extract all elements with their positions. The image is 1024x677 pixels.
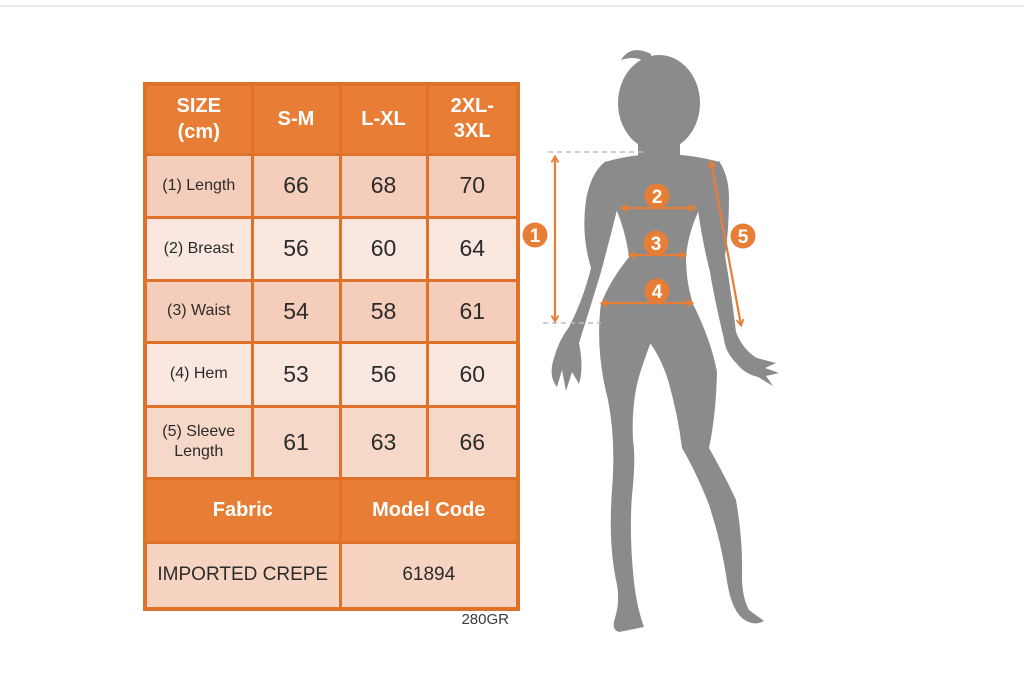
size-value: 66 xyxy=(427,406,518,478)
size-value: 63 xyxy=(340,406,427,478)
header-l-xl: L-XL xyxy=(340,84,427,154)
size-value: 64 xyxy=(427,217,518,280)
size-value: 54 xyxy=(252,280,340,342)
size-value: 58 xyxy=(340,280,427,342)
table-row-hem xyxy=(145,342,518,406)
row-label: (5) Sleeve Length xyxy=(145,406,252,478)
marker-1 xyxy=(523,223,548,248)
model-code-value-cell: 61894 xyxy=(340,542,518,609)
fabric-header-cell: Fabric xyxy=(145,478,340,542)
marker-4 xyxy=(645,279,670,304)
size-value: 68 xyxy=(340,154,427,217)
table-row-sleeve-length xyxy=(145,406,518,478)
row-label: (2) Breast xyxy=(145,217,252,280)
size-value: 53 xyxy=(252,342,340,406)
marker-2 xyxy=(645,184,670,209)
size-value: 66 xyxy=(252,154,340,217)
row-label: (4) Hem xyxy=(145,342,252,406)
row-label: (3) Waist xyxy=(145,280,252,342)
svg-text:3: 3 xyxy=(650,234,662,255)
fabric-header-row xyxy=(145,478,518,542)
marker-3 xyxy=(644,231,669,256)
header-2xl-3xl: 2XL-3XL xyxy=(427,84,518,154)
body-measurement-diagram xyxy=(515,40,845,640)
model-code-header-cell: Model Code xyxy=(340,478,518,542)
size-value: 56 xyxy=(252,217,340,280)
body-silhouette xyxy=(552,50,779,632)
row-label: (1) Length xyxy=(145,154,252,217)
size-value: 61 xyxy=(427,280,518,342)
header-size-cm: SIZE (cm) xyxy=(145,84,252,154)
svg-text:5: 5 xyxy=(737,227,749,248)
size-value: 70 xyxy=(427,154,518,217)
size-value: 60 xyxy=(340,217,427,280)
size-chart-table xyxy=(143,82,520,611)
table-row-length xyxy=(145,154,518,217)
size-value: 61 xyxy=(252,406,340,478)
size-value: 56 xyxy=(340,342,427,406)
fabric-value-row xyxy=(145,542,518,609)
svg-text:4: 4 xyxy=(651,282,663,303)
fabric-value-cell: IMPORTED CREPE xyxy=(145,542,340,609)
table-row-waist xyxy=(145,280,518,342)
size-header-row xyxy=(145,84,518,154)
svg-text:1: 1 xyxy=(529,226,541,247)
size-value: 60 xyxy=(427,342,518,406)
top-divider-line xyxy=(0,5,1024,7)
marker-5 xyxy=(731,224,756,249)
table-row-breast xyxy=(145,217,518,280)
svg-text:2: 2 xyxy=(651,187,663,208)
weight-note: 280GR xyxy=(461,611,509,628)
header-s-m: S-M xyxy=(252,84,340,154)
